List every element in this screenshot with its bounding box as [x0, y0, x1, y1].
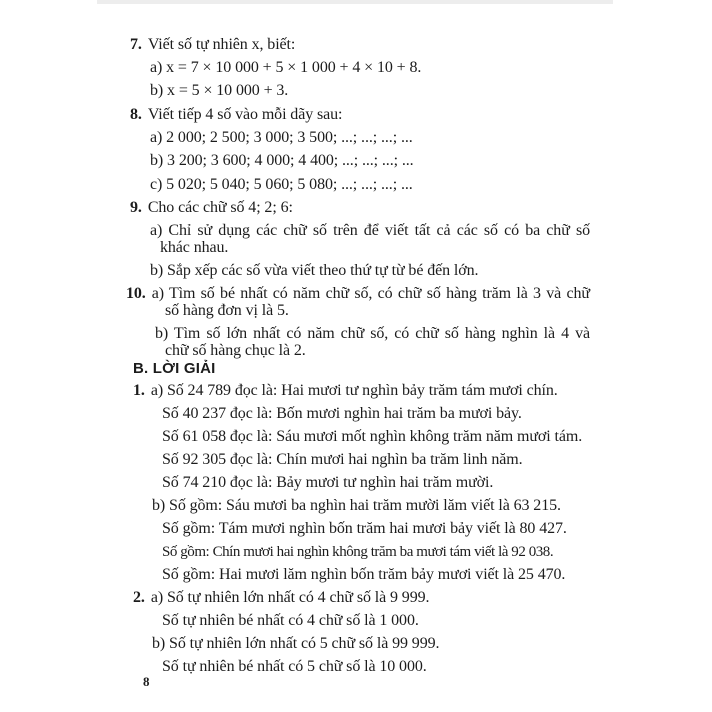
solution-1-item-b-line-1: b) Số gồm: Sáu mươi ba nghìn hai trăm mười lăm viết là 63 215.	[152, 497, 561, 514]
problem-8-item-a: a) 2 000; 2 500; 3 000; 3 500; ...; ...; ...; ...	[150, 129, 413, 146]
problem-8-title: Viết tiếp 4 số vào mỗi dãy sau:	[147, 106, 343, 123]
problem-9-item-a-line-1: a) Chỉ sử dụng các chữ số trên để viết tất cả các số có ba chữ số	[150, 222, 590, 239]
solution-1-item-b-line-3: Số gồm: Chín mươi hai nghìn không trăm ba mươi tám viết là 92 038.	[162, 544, 554, 560]
solution-1-item-a-line-3: Số 61 058 đọc là: Sáu mươi mốt nghìn không trăm năm mươi tám.	[162, 428, 583, 445]
problem-10-item-b-line-1: b) Tìm số lớn nhất có năm chữ số, có chữ số hàng nghìn là 4 và	[155, 325, 590, 342]
problem-8-heading	[130, 106, 342, 124]
solution-2-item-a-line-1	[133, 589, 429, 607]
section-b-title: B. LỜI GIẢI	[133, 360, 216, 377]
problem-9-number: 9.	[130, 199, 142, 216]
problem-8-item-c: c) 5 020; 5 040; 5 060; 5 080; ...; ...; ...; ...	[150, 176, 413, 193]
solution-1-item-a-line-1	[133, 382, 558, 400]
problem-9-heading	[130, 199, 293, 217]
solution-1-item-a-line-4: Số 92 305 đọc là: Chín mươi hai nghìn ba trăm linh năm.	[162, 451, 523, 468]
problem-10-item-a-line-1	[126, 285, 590, 303]
problem-10-item-a-line-2: số hàng đơn vị là 5.	[165, 302, 289, 319]
problem-8-number: 8.	[130, 106, 142, 123]
solution-1-item-a-text: a) Số 24 789 đọc là: Hai mươi tư nghìn bảy trăm tám mươi chín.	[150, 382, 558, 399]
problem-7-title: Viết số tự nhiên x, biết:	[147, 36, 296, 53]
problem-7-item-a: a) x = 7 × 10 000 + 5 × 1 000 + 4 × 10 + 8.	[150, 59, 422, 76]
problem-10-item-b-line-2: chữ số hàng chục là 2.	[165, 342, 306, 359]
problem-10-item-a-text: a) Tìm số bé nhất có năm chữ số, có chữ số hàng trăm là 3 và chữ	[151, 285, 590, 302]
problem-7-item-b: b) x = 5 × 10 000 + 3.	[150, 82, 289, 99]
problem-10-number: 10.	[126, 285, 146, 302]
page-content	[126, 0, 590, 712]
solution-1-number: 1.	[133, 382, 145, 399]
solution-2-number: 2.	[133, 589, 145, 606]
solution-2-item-a-line-2: Số tự nhiên bé nhất có 4 chữ số là 1 000.	[162, 612, 419, 629]
problem-8-item-b: b) 3 200; 3 600; 4 000; 4 400; ...; ...; ...; ...	[150, 152, 414, 169]
solution-2-item-a-text: a) Số tự nhiên lớn nhất có 4 chữ số là 9 999.	[150, 589, 430, 606]
solution-2-item-b-line-2: Số tự nhiên bé nhất có 5 chữ số là 10 000.	[162, 658, 427, 675]
page-number: 8	[143, 674, 150, 689]
problem-7-heading	[130, 36, 295, 54]
problem-9-item-a-line-2: khác nhau.	[160, 239, 229, 256]
solution-1-item-a-line-5: Số 74 210 đọc là: Bảy mươi tư nghìn hai trăm mười.	[162, 474, 494, 491]
problem-9-item-b: b) Sắp xếp các số vừa viết theo thứ tự từ bé đến lớn.	[150, 262, 479, 279]
problem-7-number: 7.	[130, 36, 142, 53]
problem-9-title: Cho các chữ số 4; 2; 6:	[147, 199, 293, 216]
solution-1-item-b-line-2: Số gồm: Tám mươi nghìn bốn trăm hai mươi bảy viết là 80 427.	[162, 520, 567, 537]
solution-1-item-b-line-4: Số gồm: Hai mươi lăm nghìn bốn trăm bảy mươi viết là 25 470.	[162, 566, 566, 583]
solution-1-item-a-line-2: Số 40 237 đọc là: Bốn mươi nghìn hai trăm ba mươi bảy.	[162, 405, 522, 422]
solution-2-item-b-line-1: b) Số tự nhiên lớn nhất có 5 chữ số là 99 999.	[152, 635, 440, 652]
